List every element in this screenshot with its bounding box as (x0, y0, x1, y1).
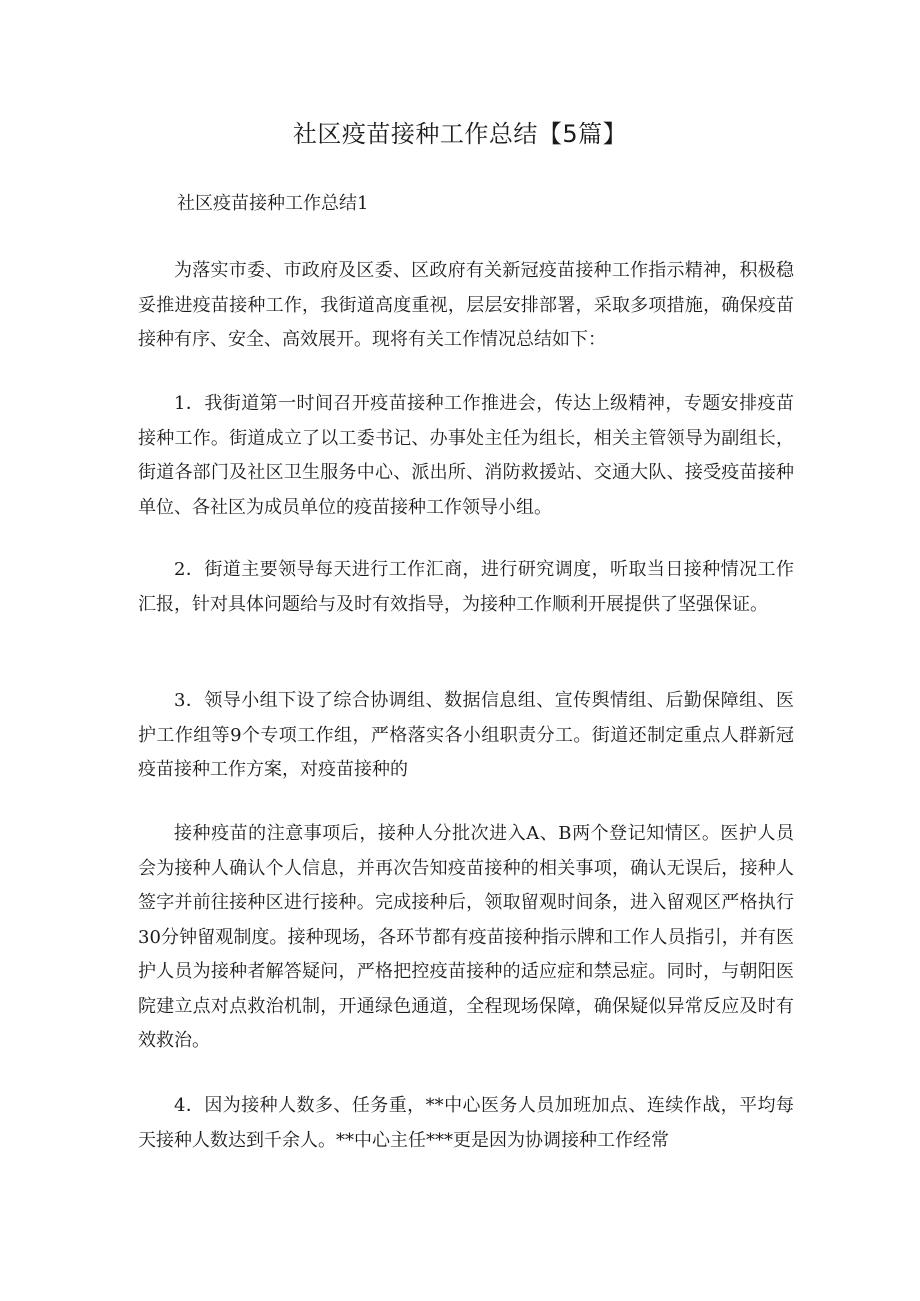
paragraph-item-4: 4．因为接种人数多、任务重，**中心医务人员加班加点、连续作战，平均每天接种人数达到千余人。**中心主任***更是因为协调接种工作经常 (138, 1095, 794, 1151)
document-title: 社区疫苗接种工作总结【5篇】 (292, 120, 628, 148)
paragraph-continuation: 接种疫苗的注意事项后，接种人分批次进入A、B两个登记知情区。医护人员会为接种人确认个人信息，并再次告知疫苗接种的相关事项，确认无误后，接种人签字并前往接种区进行接种。完成接种后，领取留观时间条，进入留观区严格执行30分钟留观制度。接种现场，各环节都有疫苗接种指示牌和工作人员指引，并有医护人员为接种者解答疑问，严格把控疫苗接种的适应症和禁忌症。同时，与朝阳医院建立点对点救治机制，开通绿色通道，全程现场保障，确保疑似异常反应及时有效救治。 (138, 823, 794, 1051)
paragraph-item-3: 3．领导小组下设了综合协调组、数据信息组、宣传舆情组、后勤保障组、医护工作组等9个专项工作组，严格落实各小组职责分工。街道还制定重点人群新冠疫苗接种工作方案，对疫苗接种的 (138, 690, 794, 780)
section-heading: 社区疫苗接种工作总结1 (177, 193, 369, 214)
paragraph-item-1: 1．我街道第一时间召开疫苗接种工作推进会，传达上级精神，专题安排疫苗接种工作。街道成立了以工委书记、办事处主任为组长，相关主管领导为副组长，街道各部门及社区卫生服务中心、派出所、消防救援站、交通大队、接受疫苗接种单位、各社区为成员单位的疫苗接种工作领导小组。 (138, 393, 794, 518)
paragraph-intro: 为落实市委、市政府及区委、区政府有关新冠疫苗接种工作指示精神，积极稳妥推进疫苗接种工作，我街道高度重视，层层安排部署，采取多项措施，确保疫苗接种有序、安全、高效展开。现将有关工作情况总结如下： (138, 260, 794, 350)
paragraph-item-2: 2．街道主要领导每天进行工作汇商，进行研究调度，听取当日接种情况工作汇报，针对具体问题给与及时有效指导，为接种工作顺利开展提供了坚强保证。 (138, 559, 794, 615)
